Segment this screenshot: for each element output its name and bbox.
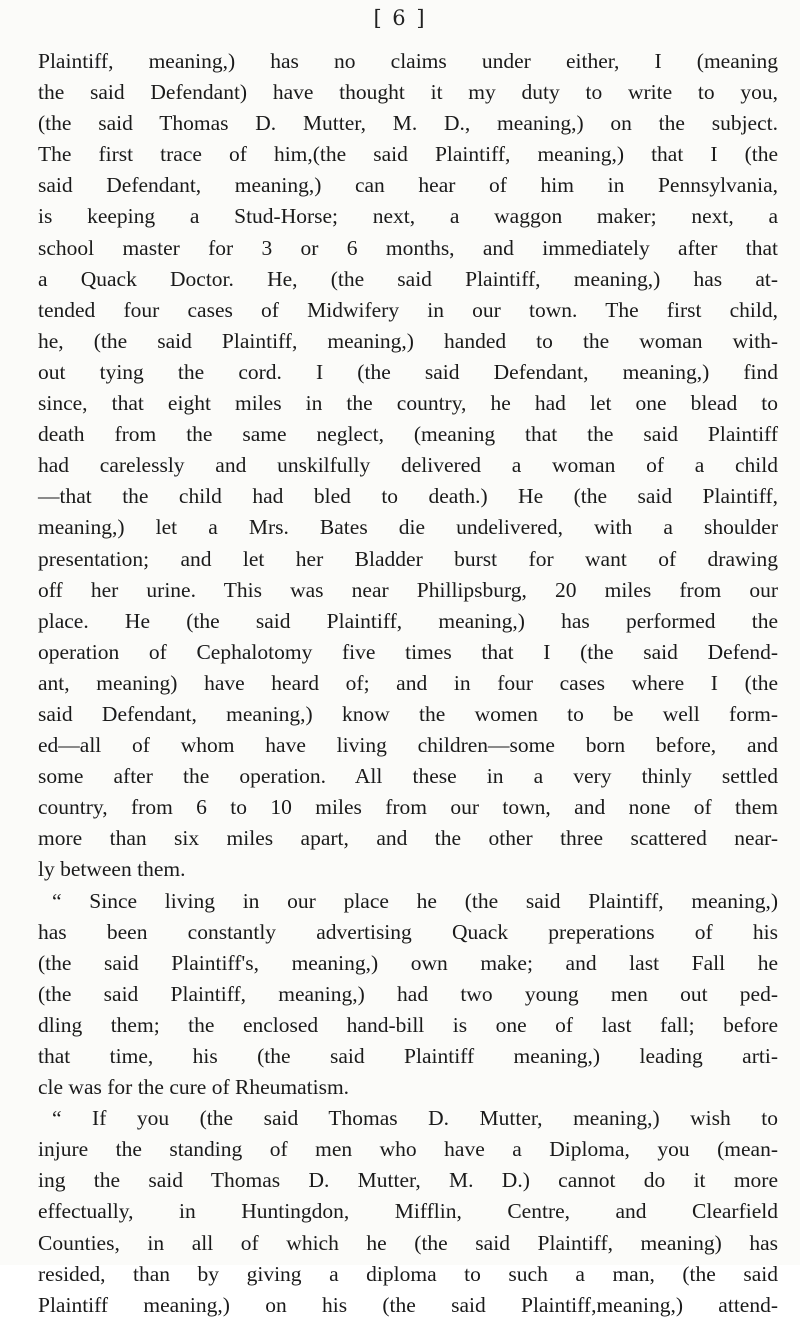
text-line: ant, meaning) have heard of; and in four cases where I (the (38, 670, 778, 695)
text-line: meaning,) let a Mrs. Bates die undelivered, with a shoulder (38, 515, 778, 540)
text-line: ly between them. (38, 857, 186, 882)
text-line: more than six miles apart, and the other three scattered near- (38, 826, 778, 851)
text-line: some after the operation. All these in a very thinly settled (38, 764, 778, 789)
text-line: is keeping a Stud-Horse; next, a waggon maker; next, a (38, 204, 778, 229)
text-line: ed—all of whom have living children—some born before, and (38, 733, 778, 758)
text-line: Plaintiff meaning,) on his (the said Plaintiff,meaning,) attend- (38, 1292, 778, 1317)
text-line: has been constantly advertising Quack preperations of his (38, 919, 778, 944)
text-line: (the said Plaintiff, meaning,) had two young men out ped- (38, 981, 778, 1006)
text-line: off her urine. This was near Phillipsburg, 20 miles from our (38, 577, 778, 602)
body-text (38, 46, 778, 1321)
text-line: injure the standing of men who have a Diploma, you (mean- (38, 1137, 778, 1162)
text-line: dling them; the enclosed hand-bill is one of last fall; before (38, 1012, 778, 1037)
text-line: The first trace of him,(the said Plaintiff, meaning,) that I (the (38, 142, 778, 167)
text-line: tended four cases of Midwifery in our town. The first child, (38, 297, 778, 322)
text-line: he, (the said Plaintiff, meaning,) handed to the woman with- (38, 328, 778, 353)
text-line: “ If you (the said Thomas D. Mutter, meaning,) wish to (52, 1106, 778, 1131)
text-line: school master for 3 or 6 months, and immediately after that (38, 235, 778, 260)
text-line: (the said Plaintiff's, meaning,) own make; and last Fall he (38, 950, 778, 975)
text-line: a Quack Doctor. He, (the said Plaintiff, meaning,) has at- (38, 266, 778, 291)
text-line: (the said Thomas D. Mutter, M. D., meaning,) on the subject. (38, 111, 778, 136)
text-line: Plaintiff, meaning,) has no claims under either, I (meaning (38, 49, 778, 73)
text-line: cle was for the cure of Rheumatism. (38, 1075, 350, 1100)
text-line: since, that eight miles in the country, he had let one blead to (38, 391, 778, 416)
text-line: Counties, in all of which he (the said Plaintiff, meaning) has (38, 1230, 778, 1255)
text-line: ing the said Thomas D. Mutter, M. D.) cannot do it more (38, 1168, 778, 1193)
text-line: said Defendant, meaning,) know the women to be well form- (38, 701, 778, 726)
text-line: —that the child had bled to death.) He (the said Plaintiff, (38, 484, 778, 509)
text-line: death from the same neglect, (meaning that the said Plaintiff (38, 422, 778, 447)
text-line: presentation; and let her Bladder burst for want of drawing (38, 546, 778, 571)
text-line: operation of Cephalotomy five times that I (the said Defend- (38, 639, 778, 664)
text-line: “ Since living in our place he (the said Plaintiff, meaning,) (52, 888, 778, 913)
text-line: country, from 6 to 10 miles from our town, and none of them (38, 795, 778, 820)
page-number: [ 6 ] (373, 6, 427, 30)
text-line: the said Defendant) have thought it my duty to write to you, (38, 80, 778, 105)
text-line: that time, his (the said Plaintiff meaning,) leading arti- (38, 1044, 778, 1068)
text-line: effectually, in Huntingdon, Mifflin, Centre, and Clearfield (38, 1199, 778, 1224)
text-line: out tying the cord. I (the said Defendant, meaning,) find (38, 359, 778, 384)
text-line: place. He (the said Plaintiff, meaning,) has performed the (38, 608, 778, 633)
text-line: said Defendant, meaning,) can hear of him in Pennsylvania, (38, 173, 778, 198)
text-line: resided, than by giving a diploma to such a man, (the said (38, 1261, 778, 1286)
text-line: had carelessly and unskilfully delivered a woman of a child (38, 453, 778, 478)
